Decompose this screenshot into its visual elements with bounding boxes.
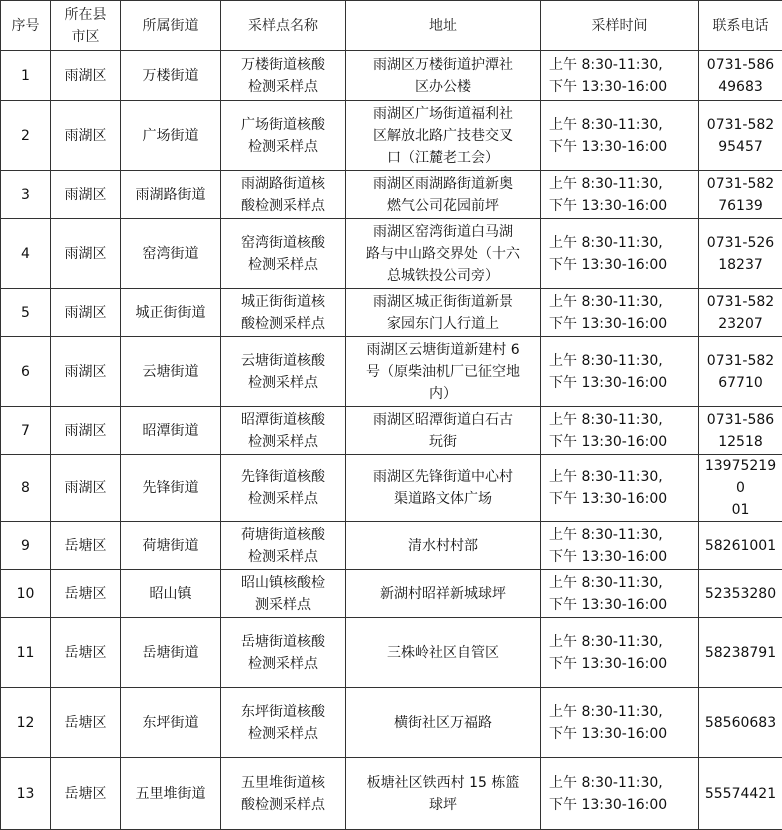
phone-cell: 52353280 bbox=[699, 570, 782, 618]
site-name-cell: 岳塘街道核酸 检测采样点 bbox=[221, 618, 346, 688]
street-cell: 万楼街道 bbox=[121, 51, 221, 101]
district-cell: 雨湖区 bbox=[51, 337, 121, 407]
table-row bbox=[1, 51, 782, 101]
phone-cell: 55574421 bbox=[699, 758, 782, 830]
table-row bbox=[1, 101, 782, 171]
sampling-time-cell: 上午 8:30-11:30, 下午 13:30-16:00 bbox=[541, 688, 699, 758]
header-site: 采样点名称 bbox=[221, 1, 346, 51]
sampling-time-cell: 上午 8:30-11:30, 下午 13:30-16:00 bbox=[541, 337, 699, 407]
phone-cell: 0731-582 95457 bbox=[699, 101, 782, 171]
header-street: 所属街道 bbox=[121, 1, 221, 51]
address-cell: 雨湖区城正街街道新景 家园东门人行道上 bbox=[346, 289, 541, 337]
table-row bbox=[1, 337, 782, 407]
district-cell: 岳塘区 bbox=[51, 522, 121, 570]
sampling-time-cell: 上午 8:30-11:30, 下午 13:30-16:00 bbox=[541, 758, 699, 830]
row-number: 1 bbox=[1, 51, 51, 101]
table-row bbox=[1, 171, 782, 219]
sampling-time-cell: 上午 8:30-11:30, 下午 13:30-16:00 bbox=[541, 618, 699, 688]
table-row bbox=[1, 522, 782, 570]
row-number: 12 bbox=[1, 688, 51, 758]
site-name-cell: 昭山镇核酸检 测采样点 bbox=[221, 570, 346, 618]
table-row bbox=[1, 289, 782, 337]
header-no: 序号 bbox=[1, 1, 51, 51]
table-row bbox=[1, 758, 782, 830]
sampling-time-cell: 上午 8:30-11:30, 下午 13:30-16:00 bbox=[541, 289, 699, 337]
address-cell: 板塘社区铁西村 15 栋篮 球坪 bbox=[346, 758, 541, 830]
table-row bbox=[1, 455, 782, 522]
phone-cell: 0731-586 12518 bbox=[699, 407, 782, 455]
street-cell: 五里堆街道 bbox=[121, 758, 221, 830]
address-cell: 雨湖区广场街道福利社 区解放北路广技巷交叉 口（江麓老工会） bbox=[346, 101, 541, 171]
site-name-cell: 荷塘街道核酸 检测采样点 bbox=[221, 522, 346, 570]
district-cell: 岳塘区 bbox=[51, 618, 121, 688]
sampling-time-cell: 上午 8:30-11:30, 下午 13:30-16:00 bbox=[541, 219, 699, 289]
phone-cell: 0731-582 23207 bbox=[699, 289, 782, 337]
table-row bbox=[1, 570, 782, 618]
site-name-cell: 城正街街道核 酸检测采样点 bbox=[221, 289, 346, 337]
address-cell: 雨湖区雨湖路街道新奥 燃气公司花园前坪 bbox=[346, 171, 541, 219]
phone-cell: 58261001 bbox=[699, 522, 782, 570]
site-name-cell: 广场街道核酸 检测采样点 bbox=[221, 101, 346, 171]
header-district: 所在县 市区 bbox=[51, 1, 121, 51]
row-number: 3 bbox=[1, 171, 51, 219]
address-cell: 清水村村部 bbox=[346, 522, 541, 570]
street-cell: 荷塘街道 bbox=[121, 522, 221, 570]
street-cell: 昭山镇 bbox=[121, 570, 221, 618]
street-cell: 岳塘街道 bbox=[121, 618, 221, 688]
sampling-time-cell: 上午 8:30-11:30, 下午 13:30-16:00 bbox=[541, 101, 699, 171]
site-name-cell: 万楼街道核酸 检测采样点 bbox=[221, 51, 346, 101]
row-number: 9 bbox=[1, 522, 51, 570]
row-number: 11 bbox=[1, 618, 51, 688]
district-cell: 岳塘区 bbox=[51, 570, 121, 618]
table-row bbox=[1, 219, 782, 289]
street-cell: 先锋街道 bbox=[121, 455, 221, 522]
address-cell: 雨湖区万楼街道护潭社 区办公楼 bbox=[346, 51, 541, 101]
district-cell: 雨湖区 bbox=[51, 407, 121, 455]
table-row bbox=[1, 688, 782, 758]
header-phone: 联系电话 bbox=[699, 1, 782, 51]
address-cell: 新湖村昭祥新城球坪 bbox=[346, 570, 541, 618]
row-number: 13 bbox=[1, 758, 51, 830]
sampling-time-cell: 上午 8:30-11:30, 下午 13:30-16:00 bbox=[541, 570, 699, 618]
header-address: 地址 bbox=[346, 1, 541, 51]
sampling-time-cell: 上午 8:30-11:30, 下午 13:30-16:00 bbox=[541, 407, 699, 455]
row-number: 2 bbox=[1, 101, 51, 171]
district-cell: 雨湖区 bbox=[51, 289, 121, 337]
street-cell: 东坪街道 bbox=[121, 688, 221, 758]
site-name-cell: 雨湖路街道核 酸检测采样点 bbox=[221, 171, 346, 219]
phone-cell: 0731-526 18237 bbox=[699, 219, 782, 289]
phone-cell: 0731-586 49683 bbox=[699, 51, 782, 101]
site-name-cell: 先锋街道核酸 检测采样点 bbox=[221, 455, 346, 522]
district-cell: 岳塘区 bbox=[51, 758, 121, 830]
phone-cell: 0731-582 76139 bbox=[699, 171, 782, 219]
site-name-cell: 五里堆街道核 酸检测采样点 bbox=[221, 758, 346, 830]
sampling-time-cell: 上午 8:30-11:30, 下午 13:30-16:00 bbox=[541, 171, 699, 219]
row-number: 8 bbox=[1, 455, 51, 522]
street-cell: 城正街街道 bbox=[121, 289, 221, 337]
site-name-cell: 东坪街道核酸 检测采样点 bbox=[221, 688, 346, 758]
sampling-time-cell: 上午 8:30-11:30, 下午 13:30-16:00 bbox=[541, 522, 699, 570]
phone-cell: 58238791 bbox=[699, 618, 782, 688]
row-number: 6 bbox=[1, 337, 51, 407]
site-name-cell: 窑湾街道核酸 检测采样点 bbox=[221, 219, 346, 289]
site-name-cell: 昭潭街道核酸 检测采样点 bbox=[221, 407, 346, 455]
row-number: 7 bbox=[1, 407, 51, 455]
district-cell: 雨湖区 bbox=[51, 455, 121, 522]
phone-cell: 139752190 01 bbox=[699, 455, 782, 522]
street-cell: 昭潭街道 bbox=[121, 407, 221, 455]
table-row bbox=[1, 618, 782, 688]
street-cell: 云塘街道 bbox=[121, 337, 221, 407]
district-cell: 岳塘区 bbox=[51, 688, 121, 758]
address-cell: 雨湖区窑湾街道白马湖 路与中山路交界处（十六 总城铁投公司旁） bbox=[346, 219, 541, 289]
site-name-cell: 云塘街道核酸 检测采样点 bbox=[221, 337, 346, 407]
street-cell: 广场街道 bbox=[121, 101, 221, 171]
address-cell: 三株岭社区自管区 bbox=[346, 618, 541, 688]
table-body bbox=[1, 51, 782, 830]
street-cell: 窑湾街道 bbox=[121, 219, 221, 289]
address-cell: 横街社区万福路 bbox=[346, 688, 541, 758]
street-cell: 雨湖路街道 bbox=[121, 171, 221, 219]
address-cell: 雨湖区昭潭街道白石古 玩街 bbox=[346, 407, 541, 455]
sampling-time-cell: 上午 8:30-11:30, 下午 13:30-16:00 bbox=[541, 51, 699, 101]
row-number: 10 bbox=[1, 570, 51, 618]
phone-cell: 0731-582 67710 bbox=[699, 337, 782, 407]
row-number: 4 bbox=[1, 219, 51, 289]
district-cell: 雨湖区 bbox=[51, 171, 121, 219]
address-cell: 雨湖区先锋街道中心村 渠道路文体广场 bbox=[346, 455, 541, 522]
address-cell: 雨湖区云塘街道新建村 6 号（原柴油机厂已征空地 内） bbox=[346, 337, 541, 407]
district-cell: 雨湖区 bbox=[51, 101, 121, 171]
row-number: 5 bbox=[1, 289, 51, 337]
district-cell: 雨湖区 bbox=[51, 219, 121, 289]
sampling-time-cell: 上午 8:30-11:30, 下午 13:30-16:00 bbox=[541, 455, 699, 522]
header-time: 采样时间 bbox=[541, 1, 699, 51]
district-cell: 雨湖区 bbox=[51, 51, 121, 101]
table-header-row bbox=[1, 1, 782, 51]
table-row bbox=[1, 407, 782, 455]
phone-cell: 58560683 bbox=[699, 688, 782, 758]
